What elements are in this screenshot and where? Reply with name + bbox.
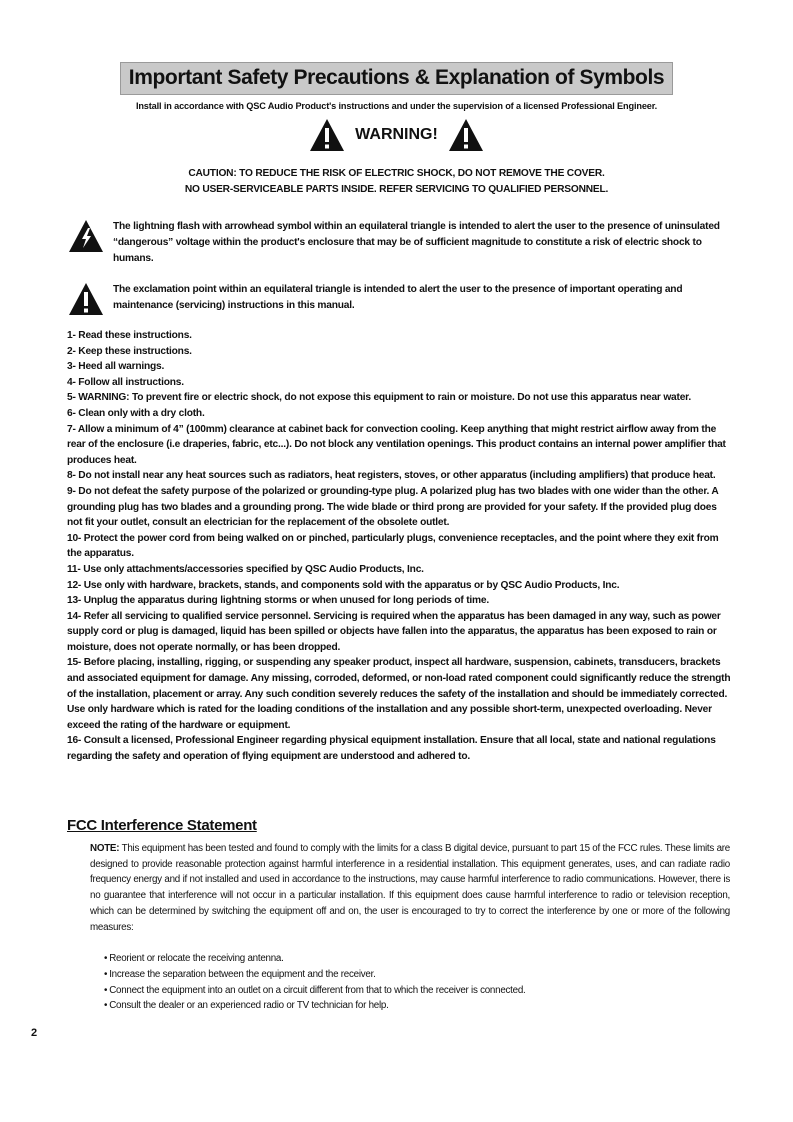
instruction-item: 10- Protect the power cord from being walked on or pinched, particularly plugs, convenience receptacles, and the point where they exit from the apparatus. xyxy=(67,532,719,560)
note-label: NOTE: xyxy=(90,843,120,854)
exclamation-explanation-text: The exclamation point within an equilateral triangle is intended to alert the user to the presence of important operating and maintenance (servicing) instructions in this manual. xyxy=(113,284,683,311)
fcc-measures-list xyxy=(104,951,724,1014)
instruction-item: 4- Follow all instructions. xyxy=(67,376,184,388)
instruction-item: 8- Do not install near any heat sources such as radiators, heat registers, stoves, or other apparatus (including amplifiers) that produce heat. xyxy=(67,470,716,482)
page-number: 2 xyxy=(31,1027,38,1039)
instruction-item: 9- Do not defeat the safety purpose of the polarized or grounding-type plug. A polarized plug has two blades with one wider than the other. A grounding plug has two blades and a grounding prong. The wide blade or third prong are provided for your safety. If the provided plug does not fit your outlet, consult an electrician for the replacement of the obsolete outlet. xyxy=(67,485,719,529)
instruction-item: 12- Use only with hardware, brackets, stands, and components sold with the apparatus or by QSC Audio Products, Inc. xyxy=(67,579,620,591)
measure-item: • Connect the equipment into an outlet on a circuit different from that to which the receiver is connected. xyxy=(104,983,724,999)
fcc-heading: FCC Interference Statement xyxy=(67,817,257,834)
instruction-item: 2- Keep these instructions. xyxy=(67,345,192,357)
instruction-item: 14- Refer all servicing to qualified service personnel. Servicing is required when the apparatus has been damaged in any way, such as power supply cord or plug is damaged, liquid has been spilled or objects have fallen into the apparatus, the apparatus has been exposed to rain or moisture, does not operate normally, or has been dropped. xyxy=(67,610,721,653)
install-note: Install in accordance with QSC Audio Product's instructions and under the supervision of a licensed Professional Engineer. xyxy=(135,101,658,111)
instruction-item: 13- Unplug the apparatus during lightning storms or when unused for long periods of time. xyxy=(67,595,489,607)
caution-line: NO USER-SERVICEABLE PARTS INSIDE. REFER SERVICING TO QUALIFIED PERSONNEL. xyxy=(184,183,609,195)
instruction-item: 11- Use only attachments/accessories specified by QSC Audio Products, Inc. xyxy=(67,563,424,575)
warning-label: WARNING! xyxy=(355,126,438,143)
instruction-item: 6- Clean only with a dry cloth. xyxy=(67,407,205,419)
note-text: This equipment has been tested and found to comply with the limits for a class B digital device, pursuant to part 15 of the FCC rules. These limits are designed to provide reasonable protection against harmful interference in a residential installation. This equipment generates, uses, and can radiate radio frequency energy and if not installed and used in accordance to the instructions, may cause harmful interference to radio communications. However, there is no guarantee that interference will not occur in a particular installation. If this equipment does cause harmful interference to radio or television reception, which can be determined by switching the equipment off and on, the user is encouraged to try to correct the interference by one or more of the following measures: xyxy=(90,843,730,933)
warning-triangle-icon xyxy=(448,118,484,152)
safety-instructions-list xyxy=(67,328,731,765)
measure-item: • Reorient or relocate the receiving antenna. xyxy=(104,951,724,967)
instruction-item: 1- Read these instructions. xyxy=(67,330,192,341)
instruction-item: 15- Before placing, installing, rigging, or suspending any speaker product, inspect all hardware, suspension, cabinets, transducers, brackets and associated equipment for damage. Any missing, corroded, deformed, or non-load rated component could significantly reduce the strength of the installation, placement or array. Any such condition severely reduces the safety of the installation and should be immediately corrected. Use only hardware which is rated for the loading conditions of the installation and any possible short-term, unexpected overloading. Never exceed the rating of the hardware or equipment. xyxy=(67,657,731,731)
exclamation-triangle-icon xyxy=(68,282,104,316)
warning-banner xyxy=(0,118,793,158)
fcc-note xyxy=(90,841,730,935)
lightning-symbol-explanation xyxy=(68,219,733,266)
instruction-item: 5- WARNING: To prevent fire or electric shock, do not expose this equipment to rain or moisture. Do not use this apparatus near water. xyxy=(67,392,691,404)
caution-block xyxy=(0,166,793,197)
instruction-item: 16- Consult a licensed, Professional Engineer regarding physical equipment installation. Ensure that all local, state and national regulations regarding the safety and operation of flying equipment are understood and adhered to. xyxy=(67,735,716,763)
instruction-item: 7- Allow a minimum of 4” (100mm) clearance at cabinet back for convection cooling. Keep anything that might restrict airflow away from the rear of the enclosure (i.e draperies, fabric, etc...). Do not block any ventilation openings. This product contains an internal power amplifier that produces heat. xyxy=(67,423,726,466)
lightning-explanation-text: The lightning flash with arrowhead symbol within an equilateral triangle is intended to alert the user to the presence of uninsulated “dangerous” voltage within the product's enclosure that may be of sufficient magnitude to constitute a risk of electric shock to humans. xyxy=(113,221,720,264)
caution-line: CAUTION: TO REDUCE THE RISK OF ELECTRIC SHOCK, DO NOT REMOVE THE COVER. xyxy=(188,168,605,179)
warning-triangle-icon xyxy=(309,118,345,152)
page-title: Important Safety Precautions & Explanation of Symbols xyxy=(120,62,673,95)
measure-item: • Consult the dealer or an experienced radio or TV technician for help. xyxy=(104,998,724,1014)
measure-item: • Increase the separation between the equipment and the receiver. xyxy=(104,967,724,983)
instruction-item: 3- Heed all warnings. xyxy=(67,361,165,373)
exclamation-symbol-explanation xyxy=(68,282,733,314)
title-wrapper xyxy=(0,62,793,95)
lightning-triangle-icon xyxy=(68,219,104,253)
